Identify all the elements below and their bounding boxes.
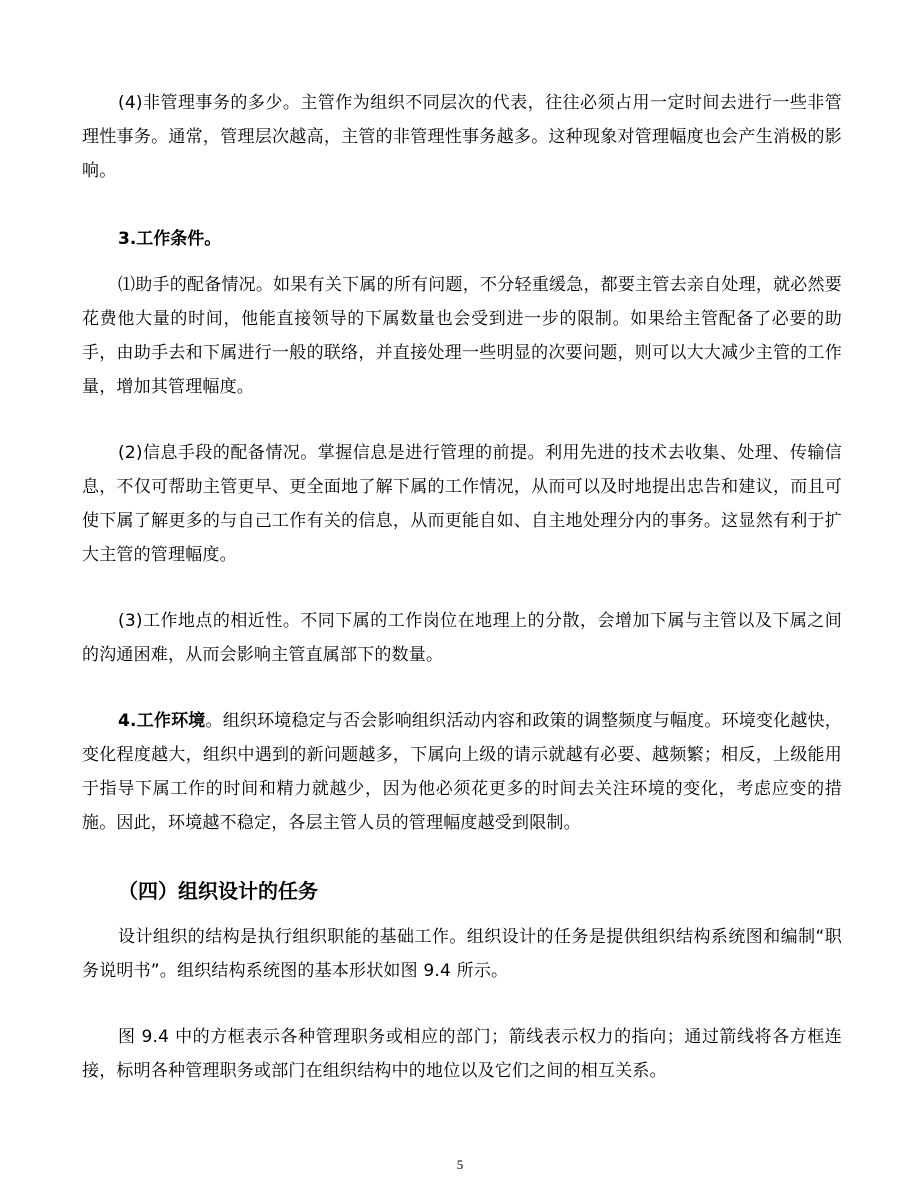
- paragraph-body: 掌握信息是进行管理的前提。利用先进的技术去收集、处理、传输信息，不仅可帮助主管更早、更全面地了解下属的工作情况，从而可以及时地提出忠告和建议，而且可使下属了解更多的与自己工作有关的信息，从而更能自如、自主地处理分内的事务。这显然有利于扩大主管的管理幅度。: [82, 443, 842, 565]
- paragraph-design-basis: [82, 920, 842, 988]
- paragraph-work-environment: [82, 704, 842, 840]
- paragraph-body: 图 9.4 中的方框表示各种管理职务或相应的部门；箭线表示权力的指向；通过箭线将各方框连接，标明各种管理职务或部门在组织结构中的地位以及它们之间的相互关系。: [82, 1027, 842, 1081]
- paragraph-lead: 4.工作环境: [118, 711, 206, 731]
- heading-organization-design-tasks: （四）组织设计的任务: [118, 879, 318, 903]
- heading-work-conditions: 3.工作条件。: [118, 229, 222, 249]
- paragraph-workplace-proximity: [82, 604, 842, 672]
- page-number: 5: [456, 1157, 464, 1172]
- paragraph-body: 如果有关下属的所有问题，不分轻重缓急，都要主管去亲自处理，就必然要花费他大量的时间，他能直接领导的下属数量也会受到进一步的限制。如果给主管配备了必要的助手，由助手去和下属进行一般的联络，并直接处理一些明显的次要问题，则可以大大减少主管的工作量，增加其管理幅度。: [82, 275, 842, 397]
- paragraph-lead: (3)工作地点的相近性。: [118, 611, 301, 631]
- paragraph-lead: (2)信息手段的配备情况。: [118, 443, 318, 463]
- paragraph-body: 主管作为组织不同层次的代表，往往必须占用一定时间去进行一些非管理性事务。通常，管理层次越高，主管的非管理性事务越多。这种现象对管理幅度也会产生消极的影响。: [82, 93, 842, 181]
- paragraph-body: 不同下属的工作岗位在地理上的分散，会增加下属与主管以及下属之间的沟通困难，从而会影响主管直属部下的数量。: [82, 611, 842, 665]
- paragraph-assistant-provision: [82, 268, 842, 404]
- paragraph-body: 设计组织的结构是执行组织职能的基础工作。组织设计的任务是提供组织结构系统图和编制“职务说明书”。组织结构系统图的基本形状如图 9.4 所示。: [82, 927, 842, 981]
- paragraph-lead: (4)非管理事务的多少。: [118, 93, 301, 113]
- paragraph-non-management-affairs: [82, 86, 842, 188]
- paragraph-figure-explanation: [82, 1020, 842, 1088]
- paragraph-information-means: [82, 436, 842, 572]
- paragraph-lead: ⑴助手的配备情况。: [118, 275, 274, 295]
- paragraph-body: 。组织环境稳定与否会影响组织活动内容和政策的调整频度与幅度。环境变化越快，变化程度越大，组织中遇到的新问题越多，下属向上级的请示就越有必要、越频繁；相反，上级能用于指导下属工作的时间和精力就越少，因为他必须花更多的时间去关注环境的变化，考虑应变的措施。因此，环境越不稳定，各层主管人员的管理幅度越受到限制。: [82, 711, 842, 833]
